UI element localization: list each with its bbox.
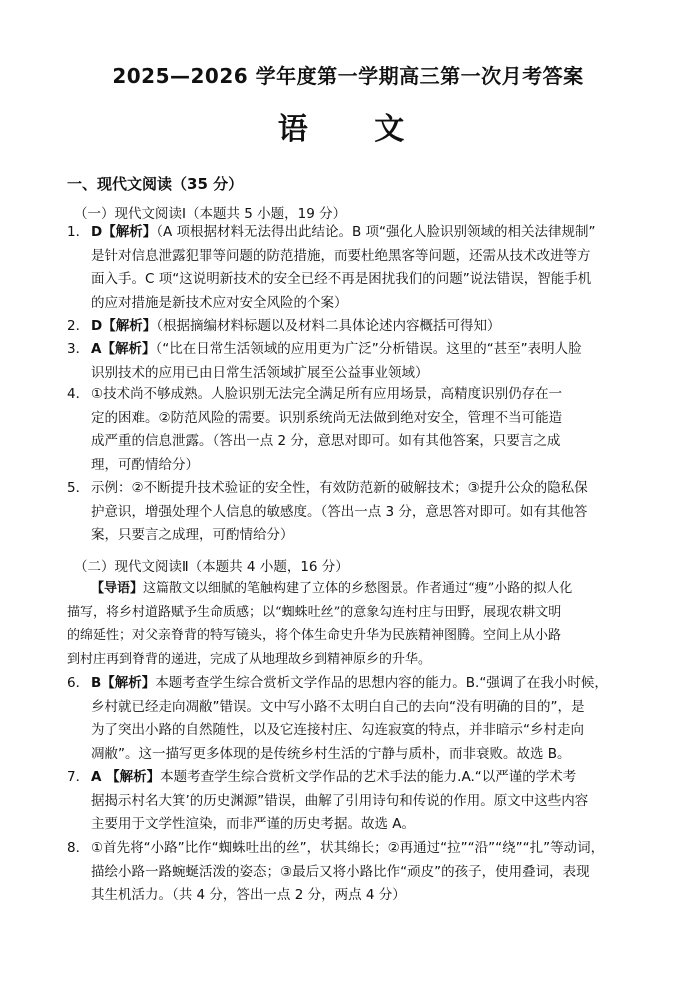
answer-line: 凋敝”。这一描写更多体现的是传统乡村生活的宁静与质朴，而非衰败。故选 B。 <box>91 745 571 762</box>
item-number: 3． <box>67 341 90 357</box>
item-number: 8． <box>67 840 90 856</box>
answer-lead: A【解析】 <box>91 341 156 357</box>
answer-line: （A 项根据材料无法得出此结论。B 项“强化人脸识别领域的相关法律规制” <box>156 224 596 240</box>
answer-item-7 <box>67 766 637 837</box>
answer-lead: D【解析】 <box>91 224 157 240</box>
item-number: 5． <box>67 480 90 496</box>
answer-line: 面入手。C 项“这说明新技术的安全已经不再是困扰我们的问题”说法错误，智能手机 <box>91 271 592 287</box>
item-number: 4． <box>67 386 90 402</box>
answer-line: 主要用于文学性渲染，而非严谨的历史考据。故选 A。 <box>91 816 416 832</box>
answer-lead: B【解析】 <box>91 675 156 691</box>
guide-line: 描写，将乡村道路赋予生命质感；以“蜘蛛吐丝”的意象勾连村庄与田野，展现农耕文明 <box>67 604 562 620</box>
guide-line: 的绵延性；对父亲脊背的特写镜头，将个体生命史升华为民族精神图腾。空间上从小路 <box>67 628 562 643</box>
answer-line: 乡村就已经走向凋敝”错误。文中写小路不太明白自己的去向“没有明确的目的”，是 <box>91 698 585 715</box>
answer-lead: D【解析】 <box>91 318 157 334</box>
page-title: 2025—2026 学年度第一学期高三第一次月考答案 <box>112 64 584 88</box>
answer-line: ①首先将“小路”比作“蜘蛛吐出的丝”，状其绵长；②再通过“拉”“沿”“绕”“扎”等动词， <box>91 840 605 856</box>
guide-lead: 【导语】 <box>91 581 144 596</box>
answer-item-6 <box>67 672 637 766</box>
item-number: 6． <box>67 675 90 691</box>
guide-paragraph <box>67 577 637 671</box>
part2-heading: （二）现代文阅读Ⅱ（本题共 4 小题，16 分） <box>74 559 349 575</box>
answer-line: （根据摘编材料标题以及材料二具体论述内容概括可得知） <box>156 318 501 334</box>
answer-line: 识别技术的应用已由日常生活领域扩展至公益事业领域） <box>91 364 429 381</box>
answer-line: 护意识，增强处理个人信息的敏感度。（答出一点 3 分，意思答对即可。如有其他答 <box>91 503 588 520</box>
section-heading: 一、现代文阅读（35 分） <box>67 175 244 193</box>
answer-line: 的应对措施是新技术应对安全风险的个案） <box>91 294 348 311</box>
answer-line: ①技术尚不够成熟。人脸识别无法完全满足所有应用场景，高精度识别仍存在一 <box>91 386 563 402</box>
answer-line: 是针对信息泄露犯罪等问题的防范措施，而要杜绝黑客等问题，还需从技术改进等方 <box>91 247 591 264</box>
answer-line: 本题考查学生综合赏析文学作品的艺术手法的能力.A.“以严谨的学术考 <box>160 769 577 785</box>
answer-line: 描绘小路一路蜿蜒活泼的姿态；③最后又将小路比作“顽皮”的孩子，使用叠词，表现 <box>91 863 590 880</box>
answer-item-4 <box>67 383 637 477</box>
guide-line: 到村庄再到脊背的递进，完成了从地理故乡到精神原乡的升华。 <box>67 651 432 667</box>
subject-heading: 语 文 <box>277 112 433 147</box>
answer-line: 其生机活力。（共 4 分，答出一点 2 分，两点 4 分） <box>91 887 406 903</box>
item-number: 7． <box>67 769 90 785</box>
answer-item-8 <box>67 837 637 908</box>
answer-line: 理，可酌情给分） <box>91 456 199 473</box>
answer-line: 成严重的信息泄露。（答出一点 2 分，意思对即可。如有其他答案，只要言之成 <box>91 433 561 449</box>
answer-line: 示例：②不断提升技术验证的安全性，有效防范新的破解技术；③提升公众的隐私保 <box>91 480 588 496</box>
part1-heading: （一）现代文阅读Ⅰ（本题共 5 小题，19 分） <box>74 206 347 222</box>
guide-line: 这篇散文以细腻的笔触构建了立体的乡愁图景。作者通过“瘦”小路的拟人化 <box>143 581 573 596</box>
answer-line: 据揭示村名大箕’的历史渊源”错误，曲解了引用诗句和传说的作用。原文中这些内容 <box>91 792 589 809</box>
item-number: 1． <box>67 224 90 240</box>
answer-item-5 <box>67 477 637 548</box>
answer-item-3 <box>67 338 637 385</box>
answer-line: 本题考查学生综合赏析文学作品的思想内容的能力。B.“强调了在我小时候， <box>155 675 608 691</box>
item-number: 2． <box>67 318 90 334</box>
answer-line: （“比在日常生活领域的应用更为广泛”分析错误。这里的“甚至”表明人脸 <box>155 341 582 357</box>
answer-line: 定的困难。②防范风险的需要。识别系统尚无法做到绝对安全，管理不当可能造 <box>91 409 563 426</box>
answer-line: 为了突出小路的自然随性，以及它连接村庄、勾连寂寞的特点，并非暗示“乡村走向 <box>91 722 584 738</box>
answer-lead: A 【解析】 <box>91 769 161 785</box>
answer-line: 案，只要言之成理，可酌情给分） <box>91 527 294 543</box>
answer-item-2 <box>67 315 637 339</box>
answer-item-1 <box>67 221 637 315</box>
